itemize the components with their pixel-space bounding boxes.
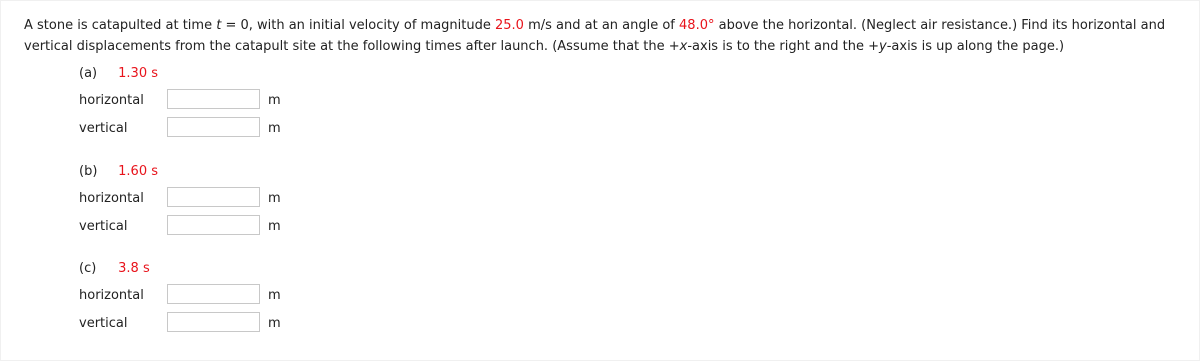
part-header [79,260,150,278]
answer-row-horizontal [79,282,281,310]
time-unit: s [151,164,159,179]
unit-label: m [268,121,281,136]
part-label: (c) [79,261,97,276]
question-text-part: A stone is catapulted at time [24,18,217,33]
row-label: vertical [79,219,128,234]
part-a [79,65,281,143]
time-value: 1.60 [118,164,148,179]
row-label: vertical [79,121,128,136]
answer-row-vertical [79,310,281,338]
question-text-part: above the horizontal. (Neglect air resistance.) Find its horizontal and vertical displacements from the catapult site at the following times after launch. (Assume that the + [24,18,1166,54]
part-time [118,66,158,81]
part-label: (b) [79,164,98,179]
answer-row-horizontal [79,185,281,213]
part-header [79,65,158,83]
part-time [118,261,150,276]
row-label: vertical [79,316,128,331]
unit-label: m [268,288,281,303]
initial-speed-value: 25.0 [495,18,524,33]
question-text-part: -axis is up along the page.) [886,39,1065,54]
unit-label: m [268,191,281,206]
question-text-part: = 0, with an initial velocity of magnitude [221,18,495,33]
unit-label: m [268,316,281,331]
part-c [79,260,281,338]
answer-row-vertical [79,213,281,241]
time-unit: s [151,66,159,81]
question-text-part: m/s and at an angle of [523,18,680,33]
vertical-answer-input[interactable] [167,215,260,235]
question-text [24,15,1189,57]
time-value: 1.30 [118,66,148,81]
unit-label: m [268,93,281,108]
answer-row-horizontal [79,87,281,115]
time-unit: s [142,261,150,276]
vertical-answer-input[interactable] [167,117,260,137]
time-value: 3.8 [118,261,139,276]
y-variable: y [879,39,887,54]
answer-row-vertical [79,115,281,143]
horizontal-answer-input[interactable] [167,89,260,109]
x-variable: x [679,39,688,54]
vertical-answer-input[interactable] [167,312,260,332]
horizontal-answer-input[interactable] [167,187,260,207]
part-time [118,164,158,179]
horizontal-answer-input[interactable] [167,284,260,304]
question-text-part: -axis is to the right and the + [687,39,880,54]
row-label: horizontal [79,191,144,206]
launch-angle-value: 48.0° [679,18,715,33]
unit-label: m [268,219,281,234]
part-label: (a) [79,66,98,81]
row-label: horizontal [79,288,144,303]
time-variable: t [216,18,222,33]
row-label: horizontal [79,93,144,108]
part-header [79,163,158,181]
part-b [79,163,281,241]
